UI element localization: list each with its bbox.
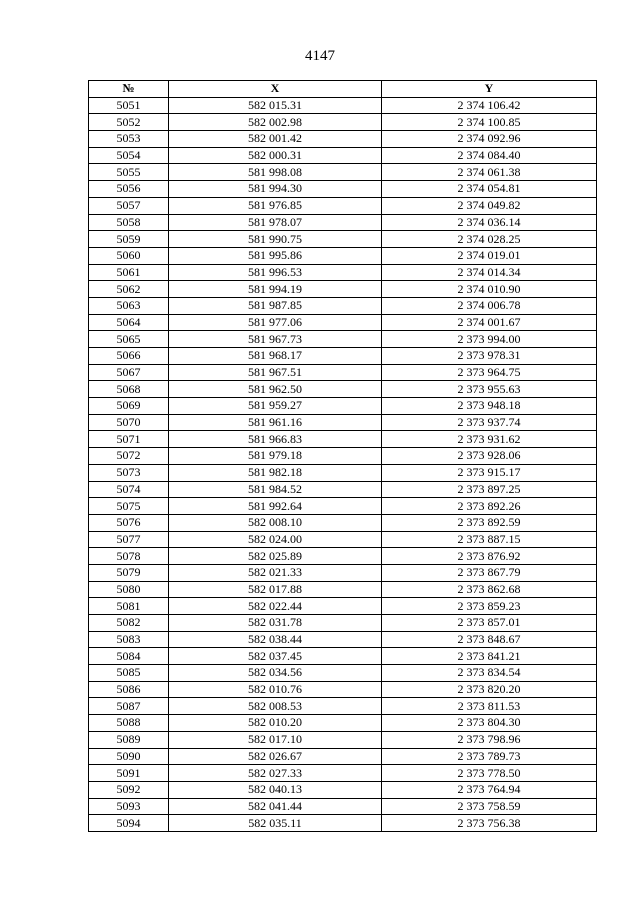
cell-x: 581 982.18	[169, 464, 382, 481]
cell-number: 5054	[89, 147, 169, 164]
cell-x: 582 037.45	[169, 648, 382, 665]
cell-number: 5094	[89, 815, 169, 832]
cell-x: 581 987.85	[169, 297, 382, 314]
cell-y: 2 373 859.23	[382, 598, 597, 615]
cell-y: 2 373 857.01	[382, 615, 597, 632]
cell-x: 581 994.30	[169, 181, 382, 198]
cell-x: 582 001.42	[169, 131, 382, 148]
cell-y: 2 373 876.92	[382, 548, 597, 565]
cell-number: 5057	[89, 197, 169, 214]
cell-number: 5064	[89, 314, 169, 331]
cell-y: 2 373 892.26	[382, 498, 597, 515]
cell-number: 5080	[89, 581, 169, 598]
table-row	[89, 765, 597, 782]
cell-x: 581 962.50	[169, 381, 382, 398]
table-row	[89, 514, 597, 531]
cell-x: 581 992.64	[169, 498, 382, 515]
cell-x: 582 000.31	[169, 147, 382, 164]
cell-y: 2 374 049.82	[382, 197, 597, 214]
cell-y: 2 373 804.30	[382, 715, 597, 732]
cell-y: 2 374 106.42	[382, 97, 597, 114]
cell-number: 5081	[89, 598, 169, 615]
cell-number: 5052	[89, 114, 169, 131]
cell-number: 5067	[89, 364, 169, 381]
cell-number: 5065	[89, 331, 169, 348]
table-row	[89, 247, 597, 264]
cell-x: 581 961.16	[169, 414, 382, 431]
cell-x: 581 990.75	[169, 231, 382, 248]
table-row	[89, 731, 597, 748]
cell-x: 582 041.44	[169, 798, 382, 815]
table-row	[89, 164, 597, 181]
coordinates-table	[88, 80, 597, 832]
cell-number: 5085	[89, 665, 169, 682]
table-row	[89, 815, 597, 832]
cell-y: 2 373 867.79	[382, 564, 597, 581]
cell-number: 5053	[89, 131, 169, 148]
table-row	[89, 214, 597, 231]
table-row	[89, 331, 597, 348]
table-row	[89, 281, 597, 298]
table-row	[89, 464, 597, 481]
table-row	[89, 131, 597, 148]
cell-number: 5058	[89, 214, 169, 231]
cell-x: 581 967.51	[169, 364, 382, 381]
cell-number: 5061	[89, 264, 169, 281]
table-row	[89, 798, 597, 815]
cell-y: 2 373 897.25	[382, 481, 597, 498]
cell-y: 2 374 019.01	[382, 247, 597, 264]
table-row	[89, 631, 597, 648]
cell-number: 5056	[89, 181, 169, 198]
cell-y: 2 373 955.63	[382, 381, 597, 398]
table-row	[89, 348, 597, 365]
cell-number: 5089	[89, 731, 169, 748]
cell-number: 5073	[89, 464, 169, 481]
cell-number: 5051	[89, 97, 169, 114]
column-header-number: №	[89, 81, 169, 98]
table-row	[89, 748, 597, 765]
cell-x: 582 035.11	[169, 815, 382, 832]
cell-number: 5093	[89, 798, 169, 815]
cell-number: 5071	[89, 431, 169, 448]
table-row	[89, 715, 597, 732]
cell-y: 2 374 036.14	[382, 214, 597, 231]
page-number: 4147	[305, 48, 335, 64]
cell-x: 582 026.67	[169, 748, 382, 765]
cell-number: 5059	[89, 231, 169, 248]
table-row	[89, 297, 597, 314]
cell-number: 5076	[89, 514, 169, 531]
cell-y: 2 373 978.31	[382, 348, 597, 365]
cell-number: 5070	[89, 414, 169, 431]
cell-x: 582 025.89	[169, 548, 382, 565]
cell-x: 582 034.56	[169, 665, 382, 682]
cell-number: 5072	[89, 448, 169, 465]
column-header-y: Y	[382, 81, 597, 98]
cell-number: 5066	[89, 348, 169, 365]
cell-y: 2 373 915.17	[382, 464, 597, 481]
cell-number: 5060	[89, 247, 169, 264]
cell-x: 581 976.85	[169, 197, 382, 214]
cell-y: 2 374 061.38	[382, 164, 597, 181]
cell-number: 5088	[89, 715, 169, 732]
cell-y: 2 373 931.62	[382, 431, 597, 448]
cell-x: 581 998.08	[169, 164, 382, 181]
cell-x: 582 008.10	[169, 514, 382, 531]
cell-y: 2 373 848.67	[382, 631, 597, 648]
cell-y: 2 374 084.40	[382, 147, 597, 164]
table-row	[89, 598, 597, 615]
cell-y: 2 373 756.38	[382, 815, 597, 832]
cell-x: 581 979.18	[169, 448, 382, 465]
cell-x: 582 031.78	[169, 615, 382, 632]
table-row	[89, 681, 597, 698]
cell-number: 5055	[89, 164, 169, 181]
cell-x: 582 010.20	[169, 715, 382, 732]
cell-x: 582 027.33	[169, 765, 382, 782]
table-row	[89, 364, 597, 381]
cell-y: 2 373 928.06	[382, 448, 597, 465]
cell-y: 2 373 778.50	[382, 765, 597, 782]
table-row	[89, 498, 597, 515]
cell-x: 581 966.83	[169, 431, 382, 448]
table-row	[89, 147, 597, 164]
table-row	[89, 414, 597, 431]
cell-number: 5069	[89, 398, 169, 415]
cell-y: 2 373 841.21	[382, 648, 597, 665]
cell-number: 5090	[89, 748, 169, 765]
cell-x: 581 996.53	[169, 264, 382, 281]
cell-number: 5068	[89, 381, 169, 398]
table-row	[89, 615, 597, 632]
table-row	[89, 264, 597, 281]
cell-number: 5074	[89, 481, 169, 498]
table-row	[89, 398, 597, 415]
cell-y: 2 373 892.59	[382, 514, 597, 531]
table-row	[89, 97, 597, 114]
table-row	[89, 648, 597, 665]
cell-number: 5091	[89, 765, 169, 782]
cell-x: 582 010.76	[169, 681, 382, 698]
cell-y: 2 373 811.53	[382, 698, 597, 715]
table-row	[89, 548, 597, 565]
cell-y: 2 373 862.68	[382, 581, 597, 598]
cell-number: 5082	[89, 615, 169, 632]
table-row	[89, 197, 597, 214]
cell-y: 2 373 887.15	[382, 531, 597, 548]
cell-x: 582 017.88	[169, 581, 382, 598]
table-row	[89, 448, 597, 465]
cell-x: 582 022.44	[169, 598, 382, 615]
cell-number: 5075	[89, 498, 169, 515]
cell-y: 2 373 798.96	[382, 731, 597, 748]
cell-number: 5062	[89, 281, 169, 298]
cell-number: 5086	[89, 681, 169, 698]
cell-y: 2 373 834.54	[382, 665, 597, 682]
table-row	[89, 381, 597, 398]
cell-x: 582 024.00	[169, 531, 382, 548]
cell-y: 2 373 758.59	[382, 798, 597, 815]
cell-x: 581 968.17	[169, 348, 382, 365]
cell-y: 2 373 948.18	[382, 398, 597, 415]
cell-y: 2 373 789.73	[382, 748, 597, 765]
cell-x: 581 984.52	[169, 481, 382, 498]
cell-number: 5063	[89, 297, 169, 314]
table-row	[89, 781, 597, 798]
cell-x: 582 021.33	[169, 564, 382, 581]
table-row	[89, 431, 597, 448]
cell-x: 581 995.86	[169, 247, 382, 264]
cell-y: 2 373 937.74	[382, 414, 597, 431]
cell-x: 582 038.44	[169, 631, 382, 648]
table-body	[89, 97, 597, 831]
cell-x: 582 017.10	[169, 731, 382, 748]
table-row	[89, 314, 597, 331]
cell-y: 2 374 006.78	[382, 297, 597, 314]
cell-y: 2 374 100.85	[382, 114, 597, 131]
cell-x: 582 008.53	[169, 698, 382, 715]
table-row	[89, 481, 597, 498]
column-header-x: X	[169, 81, 382, 98]
cell-x: 582 015.31	[169, 97, 382, 114]
table-row	[89, 531, 597, 548]
cell-y: 2 373 764.94	[382, 781, 597, 798]
cell-y: 2 373 964.75	[382, 364, 597, 381]
cell-x: 582 002.98	[169, 114, 382, 131]
cell-number: 5084	[89, 648, 169, 665]
table-row	[89, 564, 597, 581]
cell-y: 2 374 028.25	[382, 231, 597, 248]
cell-number: 5078	[89, 548, 169, 565]
cell-y: 2 374 014.34	[382, 264, 597, 281]
cell-y: 2 374 054.81	[382, 181, 597, 198]
cell-y: 2 374 010.90	[382, 281, 597, 298]
cell-number: 5083	[89, 631, 169, 648]
cell-y: 2 374 092.96	[382, 131, 597, 148]
cell-x: 582 040.13	[169, 781, 382, 798]
cell-number: 5077	[89, 531, 169, 548]
cell-x: 581 959.27	[169, 398, 382, 415]
cell-number: 5079	[89, 564, 169, 581]
table-row	[89, 231, 597, 248]
cell-number: 5087	[89, 698, 169, 715]
cell-x: 581 967.73	[169, 331, 382, 348]
cell-y: 2 373 994.00	[382, 331, 597, 348]
table-header-row	[89, 81, 597, 98]
table-row	[89, 581, 597, 598]
table-row	[89, 698, 597, 715]
table-row	[89, 181, 597, 198]
table-row	[89, 665, 597, 682]
cell-number: 5092	[89, 781, 169, 798]
table-row	[89, 114, 597, 131]
cell-x: 581 978.07	[169, 214, 382, 231]
cell-y: 2 374 001.67	[382, 314, 597, 331]
cell-x: 581 994.19	[169, 281, 382, 298]
cell-y: 2 373 820.20	[382, 681, 597, 698]
cell-x: 581 977.06	[169, 314, 382, 331]
